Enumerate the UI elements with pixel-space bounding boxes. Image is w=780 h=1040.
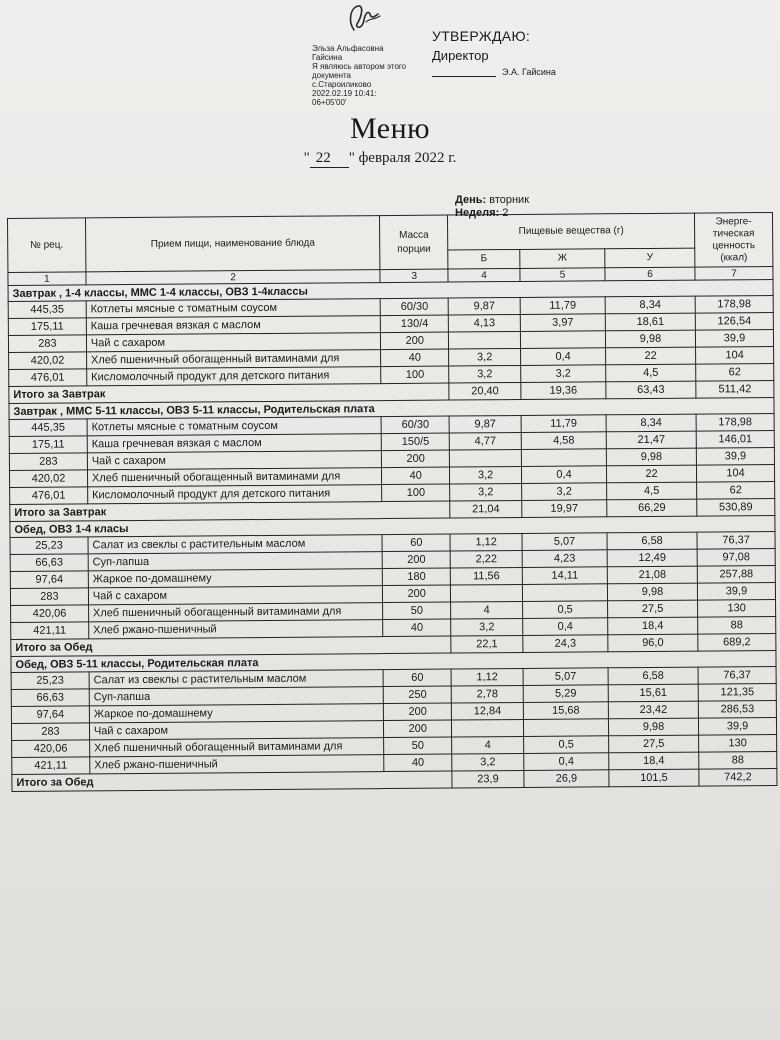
cell-fat — [522, 584, 607, 602]
section-title: Обед, ОВЗ 5-11 классы, Родительская плата — [11, 650, 776, 672]
cell-fat: 3,2 — [521, 365, 606, 383]
cell-fat: 0,4 — [524, 753, 609, 771]
cell-carbs: 18,4 — [609, 752, 699, 770]
cell-dish-name: Хлеб пшеничный обогащенный витаминами для — [87, 468, 382, 487]
total-carbs: 63,43 — [606, 381, 696, 399]
cell-carbs: 27,5 — [608, 600, 698, 618]
cell-carbs: 15,61 — [608, 684, 698, 702]
cell-portion-mass: 60/30 — [381, 416, 449, 434]
cell-fat: 14,11 — [522, 567, 607, 585]
cell-dish-name: Хлеб ржано-пшеничный — [89, 620, 384, 639]
cell-recipe-number: 283 — [10, 588, 88, 606]
cell-energy: 126,54 — [695, 312, 773, 330]
column-number: 1 — [8, 272, 86, 286]
date-open-quote: " — [303, 150, 310, 166]
cell-fat: 0,5 — [523, 601, 608, 619]
cell-carbs: 6,58 — [608, 667, 698, 685]
cell-protein — [449, 449, 521, 467]
cell-fat: 0,4 — [521, 348, 606, 366]
cell-portion-mass: 40 — [384, 754, 452, 772]
cell-protein: 3,2 — [452, 753, 524, 771]
column-number: 5 — [520, 268, 605, 282]
cell-energy: 286,53 — [698, 700, 776, 718]
total-carbs: 66,29 — [607, 499, 697, 517]
cell-fat: 0,4 — [521, 466, 606, 484]
cell-portion-mass: 40 — [382, 467, 450, 485]
cell-dish-name: Кисломолочный продукт для детского питания — [87, 367, 382, 386]
total-label: Итого за Обед — [11, 636, 451, 656]
cell-portion-mass: 60 — [382, 534, 450, 552]
cell-portion-mass: 100 — [381, 366, 449, 384]
cell-protein — [449, 331, 521, 349]
cell-carbs: 8,34 — [606, 414, 696, 432]
cell-dish-name: Салат из свеклы с растительным маслом — [88, 535, 383, 554]
cell-recipe-number: 25,23 — [11, 672, 89, 690]
cell-protein: 4 — [452, 736, 524, 754]
total-label: Итого за Обед — [12, 771, 452, 791]
cell-dish-name: Суп-лапша — [89, 687, 384, 706]
cell-carbs: 27,5 — [609, 735, 699, 753]
cell-energy: 178,98 — [696, 413, 774, 431]
cell-dish-name: Хлеб пшеничный обогащенный витаминами для — [90, 738, 385, 757]
cell-energy: 97,08 — [697, 548, 775, 566]
total-energy: 511,42 — [696, 380, 774, 398]
cell-recipe-number: 25,23 — [10, 537, 88, 555]
cell-portion-mass: 40 — [381, 349, 449, 367]
cell-dish-name: Чай с сахаром — [89, 721, 384, 740]
total-protein: 22,1 — [451, 635, 523, 653]
column-number: 2 — [86, 270, 381, 285]
cell-dish-name: Каша гречневая вязкая с маслом — [86, 316, 381, 335]
total-fat: 26,9 — [524, 770, 609, 788]
total-energy: 742,2 — [699, 768, 777, 786]
cell-portion-mass: 50 — [384, 737, 452, 755]
cell-fat — [523, 719, 608, 737]
cell-dish-name: Каша гречневая вязкая с маслом — [87, 434, 382, 453]
signer-line: Я являюсь автором этого — [312, 62, 407, 71]
signer-line: документа — [312, 71, 352, 80]
cell-energy: 62 — [697, 481, 775, 499]
header-energy-value: Энерге-тическая ценность (ккал) — [695, 212, 773, 267]
cell-recipe-number: 66,63 — [10, 554, 88, 572]
cell-portion-mass: 200 — [382, 450, 450, 468]
week-label: Неделя: — [455, 207, 500, 219]
cell-energy: 257,88 — [697, 565, 775, 583]
cell-portion-mass: 150/5 — [382, 433, 450, 451]
cell-recipe-number: 420,06 — [12, 740, 90, 758]
cell-energy: 104 — [697, 464, 775, 482]
cell-dish-name: Хлеб пшеничный обогащенный витаминами для — [86, 350, 381, 369]
column-number: 6 — [605, 267, 695, 281]
cell-carbs: 6,58 — [607, 532, 697, 550]
cell-energy: 62 — [696, 363, 774, 381]
cell-recipe-number: 445,35 — [9, 419, 87, 437]
cell-fat: 15,68 — [523, 702, 608, 720]
section-title: Завтрак , ММС 5-11 классы, ОВЗ 5-11 классы, Родительская плата — [9, 397, 774, 419]
cell-protein: 3,2 — [449, 365, 521, 383]
cell-protein: 9,87 — [449, 415, 521, 433]
cell-energy: 130 — [699, 734, 777, 752]
cell-recipe-number: 420,02 — [9, 352, 87, 370]
cell-energy: 121,35 — [698, 683, 776, 701]
day-value: вторник — [489, 194, 530, 206]
cell-protein: 1,12 — [451, 668, 523, 686]
approval-block — [432, 28, 682, 77]
menu-table-body — [8, 279, 777, 791]
cell-fat: 5,29 — [523, 685, 608, 703]
cell-fat — [521, 449, 606, 467]
cell-recipe-number: 420,02 — [9, 470, 87, 488]
cell-protein: 2,78 — [451, 685, 523, 703]
cell-dish-name: Салат из свеклы с растительным маслом — [89, 670, 384, 689]
menu-date — [0, 150, 760, 168]
date-day: 22 — [310, 150, 349, 168]
cell-portion-mass: 100 — [382, 484, 450, 502]
signer-line: 06+05'00' — [312, 98, 347, 107]
cell-recipe-number: 283 — [11, 723, 89, 741]
cell-dish-name: Чай с сахаром — [88, 586, 383, 605]
cell-portion-mass: 180 — [383, 568, 451, 586]
signer-line: 2022.02.19 10:41: — [312, 89, 377, 98]
cell-energy: 76,37 — [697, 531, 775, 549]
cell-energy: 39,9 — [697, 582, 775, 600]
header-carbs: У — [605, 248, 695, 268]
cell-carbs: 18,4 — [608, 617, 698, 635]
cell-portion-mass: 130/4 — [381, 315, 449, 333]
cell-energy: 130 — [698, 599, 776, 617]
cell-dish-name: Суп-лапша — [88, 552, 383, 571]
total-energy: 530,89 — [697, 498, 775, 516]
cell-protein: 1,12 — [450, 533, 522, 551]
section-title: Обед, ОВЗ 1-4 класы — [10, 515, 775, 537]
signer-line: Гайсина — [312, 53, 343, 62]
date-month-year: февраля 2022 г. — [358, 150, 457, 166]
cell-fat: 0,5 — [524, 736, 609, 754]
cell-recipe-number: 283 — [9, 453, 87, 471]
digital-signature-block — [312, 44, 432, 107]
cell-dish-name: Кисломолочный продукт для детского питания — [88, 485, 383, 504]
cell-protein — [451, 584, 523, 602]
cell-protein: 12,84 — [451, 702, 523, 720]
cell-dish-name: Жаркое по-домашнему — [89, 704, 384, 723]
cell-recipe-number: 476,01 — [10, 487, 88, 505]
cell-carbs: 18,61 — [605, 313, 695, 331]
cell-protein: 3,2 — [449, 348, 521, 366]
cell-portion-mass: 40 — [383, 619, 451, 637]
header-portion-mass: Масса порции — [380, 215, 448, 270]
header-nutrients: Пищевые вещества (г) — [448, 213, 695, 250]
cell-carbs: 22 — [606, 465, 696, 483]
cell-portion-mass: 250 — [384, 686, 452, 704]
cell-energy: 76,37 — [698, 666, 776, 684]
page-title: Меню — [349, 112, 431, 145]
cell-dish-name: Чай с сахаром — [86, 333, 381, 352]
cell-protein: 3,2 — [450, 466, 522, 484]
column-number: 3 — [380, 269, 448, 283]
cell-portion-mass: 200 — [383, 585, 451, 603]
cell-protein: 2,22 — [450, 550, 522, 568]
cell-energy: 146,01 — [696, 430, 774, 448]
signer-line: Эльза Альфасовна — [312, 44, 384, 53]
cell-recipe-number: 421,11 — [11, 622, 89, 640]
cell-carbs: 9,98 — [605, 330, 695, 348]
date-close-quote: " — [348, 150, 355, 166]
cell-fat: 4,58 — [521, 432, 606, 450]
cell-fat: 4,23 — [522, 550, 607, 568]
menu-table — [7, 212, 777, 792]
cell-recipe-number: 283 — [8, 335, 86, 353]
cell-carbs: 21,47 — [606, 431, 696, 449]
cell-portion-mass: 60/30 — [381, 298, 449, 316]
column-number: 7 — [695, 266, 773, 280]
header-dish-name: Прием пищи, наименование блюда — [85, 216, 380, 272]
cell-dish-name: Котлеты мясные с томатным соусом — [86, 299, 381, 318]
cell-fat: 0,4 — [523, 618, 608, 636]
cell-carbs: 9,98 — [606, 448, 696, 466]
cell-portion-mass: 50 — [383, 602, 451, 620]
cell-protein: 3,2 — [450, 483, 522, 501]
cell-portion-mass: 200 — [384, 720, 452, 738]
header-fat: Ж — [520, 249, 605, 269]
cell-carbs: 8,34 — [605, 296, 695, 314]
header-protein: Б — [448, 249, 520, 269]
cell-recipe-number: 97,64 — [11, 706, 89, 724]
cell-protein: 9,87 — [448, 297, 520, 315]
total-protein: 20,40 — [449, 382, 521, 400]
cell-dish-name: Хлеб пшеничный обогащенный витаминами для — [88, 603, 383, 622]
total-fat: 24,3 — [523, 635, 608, 653]
cell-carbs: 4,5 — [607, 482, 697, 500]
cell-protein: 4,77 — [449, 432, 521, 450]
signature-underline — [432, 66, 496, 77]
total-fat: 19,97 — [522, 500, 607, 518]
total-carbs: 96,0 — [608, 634, 698, 652]
cell-energy: 178,98 — [695, 295, 773, 313]
section-title: Завтрак , 1-4 классы, ММС 1-4 классы, ОВЗ 1-4классы — [8, 279, 773, 301]
cell-portion-mass: 200 — [382, 551, 450, 569]
total-protein: 23,9 — [452, 770, 524, 788]
cell-energy: 39,9 — [695, 329, 773, 347]
cell-fat: 5,07 — [522, 533, 607, 551]
total-label: Итого за Завтрак — [10, 501, 450, 521]
cell-energy: 39,9 — [696, 447, 774, 465]
cell-recipe-number: 421,11 — [12, 757, 90, 775]
cell-protein: 4,13 — [448, 314, 520, 332]
approve-name: Э.А. Гайсина — [502, 67, 556, 77]
column-number: 4 — [448, 268, 520, 282]
cell-carbs: 22 — [606, 347, 696, 365]
cell-dish-name: Чай с сахаром — [87, 451, 382, 470]
cell-fat: 3,97 — [520, 314, 605, 332]
cell-energy: 104 — [696, 346, 774, 364]
cell-carbs: 9,98 — [608, 718, 698, 736]
cell-portion-mass: 200 — [381, 332, 449, 350]
cell-carbs: 12,49 — [607, 549, 697, 567]
cell-protein: 4 — [451, 601, 523, 619]
cell-fat: 11,79 — [521, 415, 606, 433]
approve-role: Директор — [432, 48, 489, 63]
cell-fat: 5,07 — [523, 668, 608, 686]
cell-carbs: 9,98 — [607, 583, 697, 601]
approve-title: УТВЕРЖДАЮ: — [432, 28, 531, 44]
cell-recipe-number: 445,35 — [8, 301, 86, 319]
cell-recipe-number: 175,11 — [9, 436, 87, 454]
cell-recipe-number: 420,06 — [11, 605, 89, 623]
cell-dish-name: Хлеб ржано-пшеничный — [90, 755, 385, 774]
cell-recipe-number: 66,63 — [11, 689, 89, 707]
approve-signature-line — [432, 66, 682, 77]
cell-carbs: 23,42 — [608, 701, 698, 719]
header-recipe-number: № рец. — [8, 218, 86, 273]
week-value: 2 — [502, 207, 509, 219]
cell-protein: 11,56 — [450, 567, 522, 585]
cell-energy: 88 — [699, 751, 777, 769]
total-protein: 21,04 — [450, 500, 522, 518]
cell-dish-name: Жаркое по-домашнему — [88, 569, 383, 588]
cell-portion-mass: 60 — [383, 669, 451, 687]
handwritten-signature — [340, 0, 390, 40]
signer-line: с.Староиликово — [312, 80, 372, 89]
cell-protein: 3,2 — [451, 618, 523, 636]
cell-carbs: 4,5 — [606, 364, 696, 382]
cell-dish-name: Котлеты мясные с томатным соусом — [87, 417, 382, 436]
cell-fat: 11,79 — [520, 297, 605, 315]
cell-protein — [452, 719, 524, 737]
cell-recipe-number: 476,01 — [9, 369, 87, 387]
cell-fat: 3,2 — [522, 483, 607, 501]
total-carbs: 101,5 — [609, 769, 699, 787]
cell-recipe-number: 97,64 — [10, 571, 88, 589]
day-label: День: — [455, 194, 487, 206]
total-fat: 19,36 — [521, 382, 606, 400]
total-energy: 689,2 — [698, 633, 776, 651]
cell-carbs: 21,08 — [607, 566, 697, 584]
cell-recipe-number: 175,11 — [8, 318, 86, 336]
cell-fat — [520, 331, 605, 349]
cell-energy: 88 — [698, 616, 776, 634]
cell-portion-mass: 200 — [384, 703, 452, 721]
cell-energy: 39,9 — [698, 717, 776, 735]
total-label: Итого за Завтрак — [9, 383, 449, 403]
